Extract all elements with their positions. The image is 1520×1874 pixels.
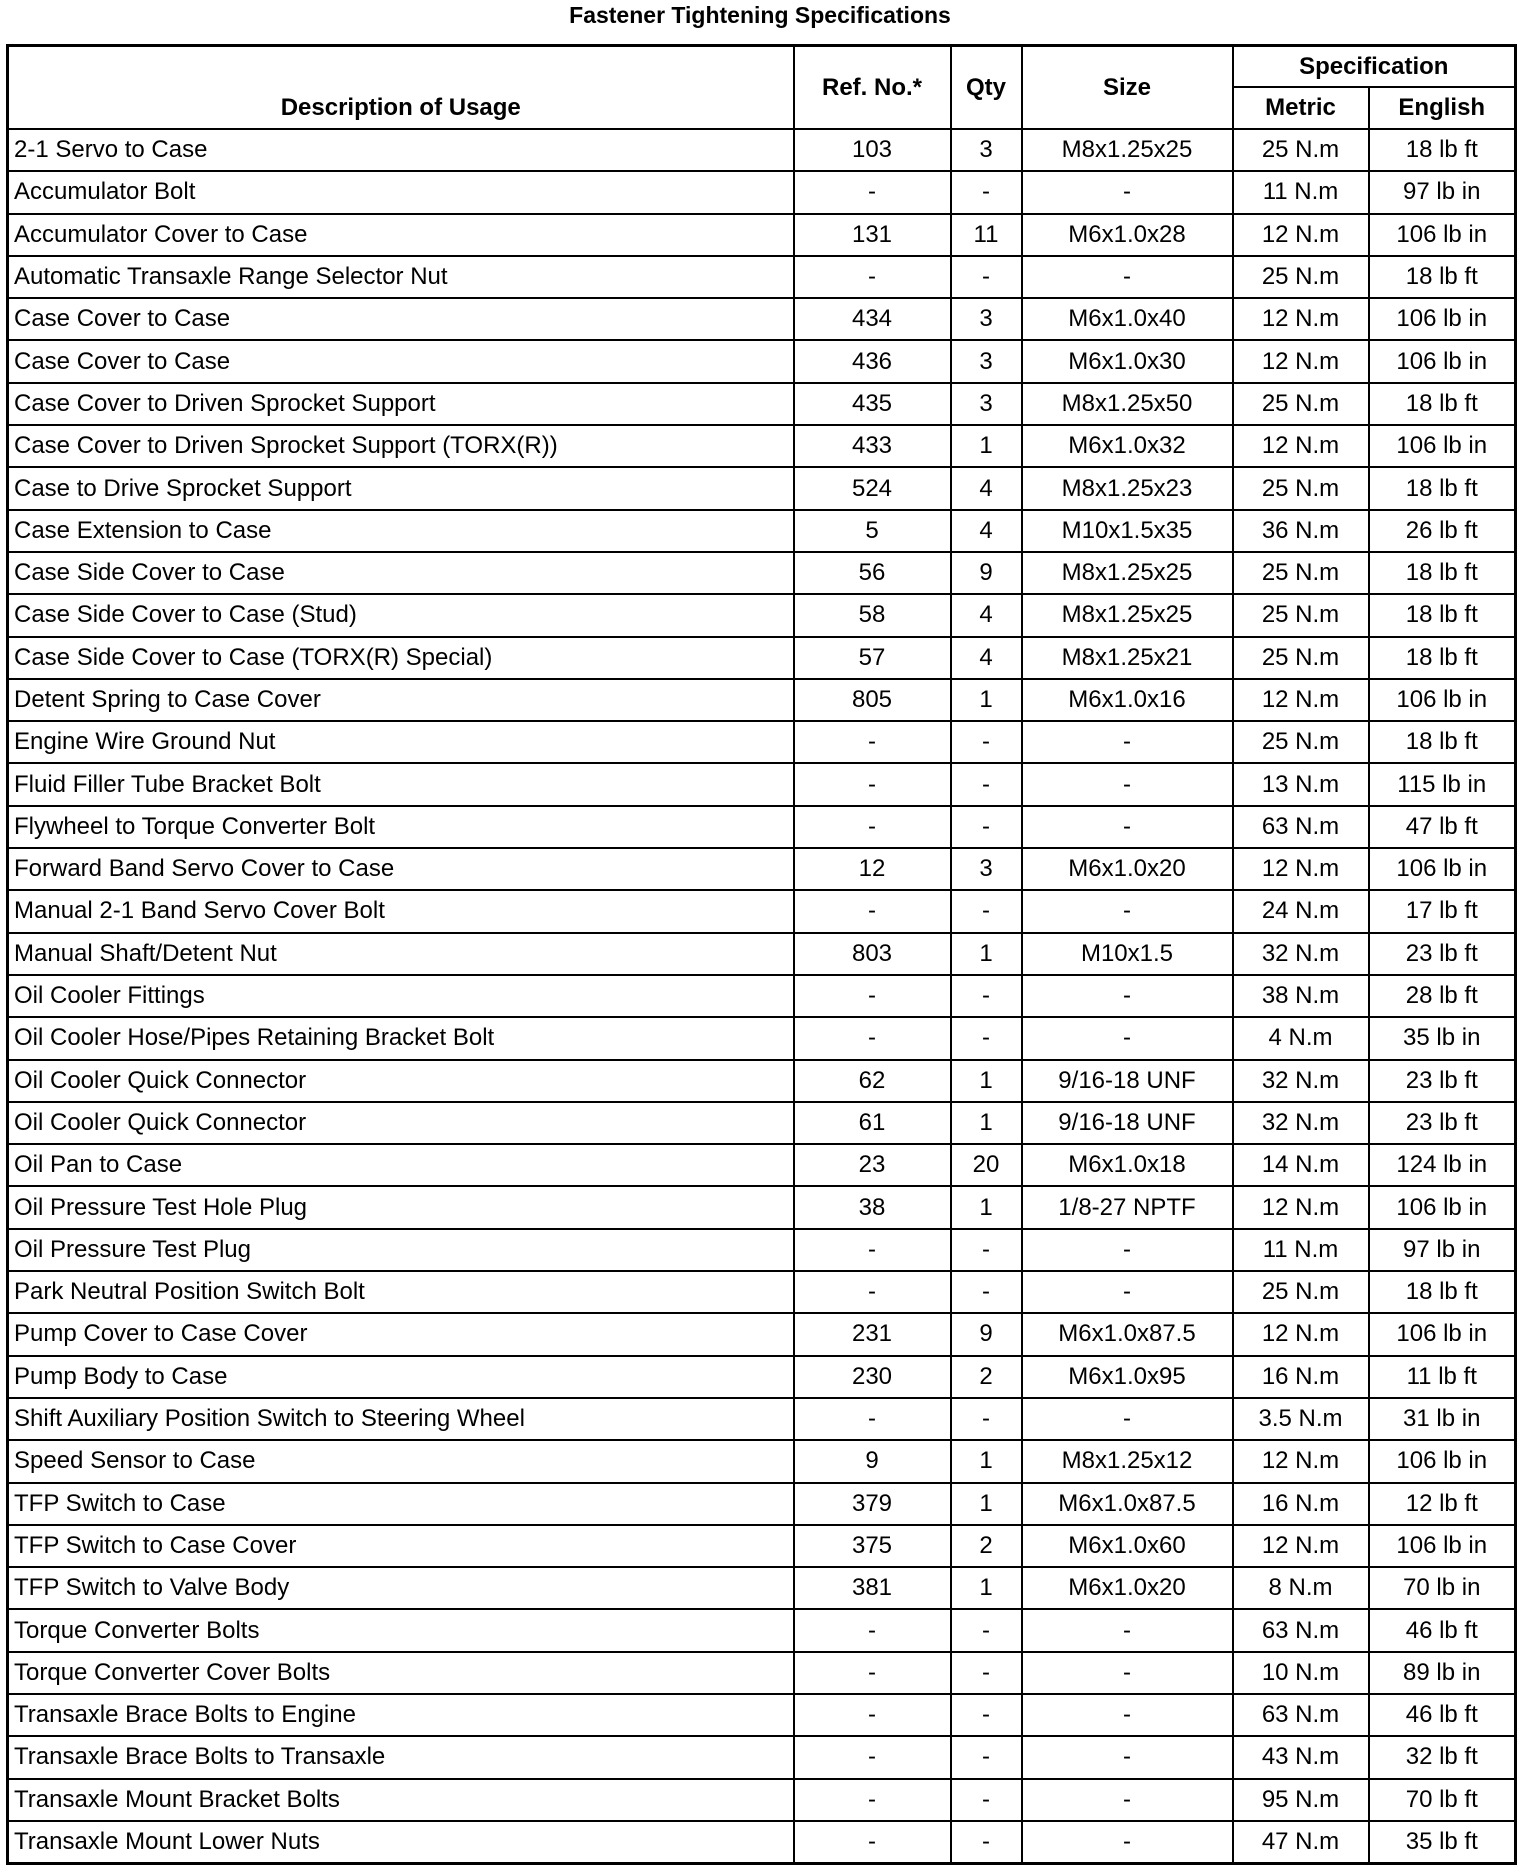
cell-metric: 25 N.m (1233, 594, 1369, 636)
cell-qty: - (951, 1694, 1022, 1736)
cell-ref-no: 131 (794, 214, 951, 256)
cell-english: 106 lb in (1369, 340, 1516, 382)
table-row (8, 1525, 1516, 1567)
cell-qty: 2 (951, 1356, 1022, 1398)
table-row (8, 806, 1516, 848)
table-row (8, 256, 1516, 298)
cell-size: - (1022, 1736, 1233, 1778)
cell-qty: - (951, 1779, 1022, 1821)
cell-qty: 3 (951, 129, 1022, 171)
table-row (8, 425, 1516, 467)
cell-description: Detent Spring to Case Cover (8, 679, 794, 721)
cell-metric: 25 N.m (1233, 467, 1369, 509)
cell-description: Manual 2-1 Band Servo Cover Bolt (8, 890, 794, 932)
cell-size: 9/16-18 UNF (1022, 1060, 1233, 1102)
table-row (8, 1229, 1516, 1271)
cell-size: - (1022, 890, 1233, 932)
cell-ref-no: - (794, 763, 951, 805)
cell-description: Torque Converter Bolts (8, 1609, 794, 1651)
table-row (8, 467, 1516, 509)
cell-english: 17 lb ft (1369, 890, 1516, 932)
cell-ref-no: - (794, 1694, 951, 1736)
cell-english: 18 lb ft (1369, 721, 1516, 763)
cell-qty: - (951, 1609, 1022, 1651)
cell-size: M6x1.0x20 (1022, 1567, 1233, 1609)
cell-description: Engine Wire Ground Nut (8, 721, 794, 763)
cell-metric: 12 N.m (1233, 1313, 1369, 1355)
cell-description: Oil Cooler Fittings (8, 975, 794, 1017)
cell-ref-no: - (794, 1398, 951, 1440)
cell-metric: 12 N.m (1233, 340, 1369, 382)
cell-ref-no: - (794, 1779, 951, 1821)
cell-ref-no: - (794, 1229, 951, 1271)
cell-description: Torque Converter Cover Bolts (8, 1652, 794, 1694)
cell-size: M6x1.0x30 (1022, 340, 1233, 382)
cell-metric: 12 N.m (1233, 214, 1369, 256)
header-ref-no: Ref. No.* (794, 46, 951, 130)
cell-qty: - (951, 1271, 1022, 1313)
cell-description: Fluid Filler Tube Bracket Bolt (8, 763, 794, 805)
cell-metric: 8 N.m (1233, 1567, 1369, 1609)
table-row (8, 1186, 1516, 1228)
cell-qty: 1 (951, 933, 1022, 975)
cell-metric: 12 N.m (1233, 1525, 1369, 1567)
cell-size: - (1022, 1821, 1233, 1864)
cell-english: 106 lb in (1369, 214, 1516, 256)
cell-ref-no: 103 (794, 129, 951, 171)
cell-ref-no: 379 (794, 1483, 951, 1525)
cell-metric: 63 N.m (1233, 1609, 1369, 1651)
cell-qty: - (951, 1821, 1022, 1864)
cell-size: - (1022, 1271, 1233, 1313)
cell-ref-no: 433 (794, 425, 951, 467)
table-row (8, 763, 1516, 805)
table-row (8, 679, 1516, 721)
cell-ref-no: - (794, 256, 951, 298)
cell-ref-no: - (794, 171, 951, 213)
cell-size: 1/8-27 NPTF (1022, 1186, 1233, 1228)
cell-metric: 25 N.m (1233, 637, 1369, 679)
table-row (8, 933, 1516, 975)
cell-description: Manual Shaft/Detent Nut (8, 933, 794, 975)
cell-english: 26 lb ft (1369, 510, 1516, 552)
cell-ref-no: 434 (794, 298, 951, 340)
cell-description: TFP Switch to Case (8, 1483, 794, 1525)
cell-english: 23 lb ft (1369, 1102, 1516, 1144)
cell-ref-no: 57 (794, 637, 951, 679)
cell-size: - (1022, 1609, 1233, 1651)
cell-english: 18 lb ft (1369, 594, 1516, 636)
cell-ref-no: 23 (794, 1144, 951, 1186)
cell-ref-no: 435 (794, 383, 951, 425)
cell-metric: 10 N.m (1233, 1652, 1369, 1694)
cell-english: 31 lb in (1369, 1398, 1516, 1440)
cell-metric: 24 N.m (1233, 890, 1369, 932)
header-specification: Specification (1233, 46, 1516, 88)
cell-english: 106 lb in (1369, 848, 1516, 890)
table-row (8, 1736, 1516, 1778)
cell-english: 106 lb in (1369, 679, 1516, 721)
cell-english: 18 lb ft (1369, 256, 1516, 298)
cell-description: Case Cover to Case (8, 340, 794, 382)
table-row (8, 848, 1516, 890)
cell-description: Case Cover to Case (8, 298, 794, 340)
table-row (8, 1821, 1516, 1864)
table-row (8, 1144, 1516, 1186)
cell-size: - (1022, 806, 1233, 848)
cell-size: 9/16-18 UNF (1022, 1102, 1233, 1144)
cell-qty: 4 (951, 637, 1022, 679)
table-body (8, 129, 1516, 1864)
cell-qty: 1 (951, 1440, 1022, 1482)
table-row (8, 594, 1516, 636)
cell-description: Flywheel to Torque Converter Bolt (8, 806, 794, 848)
cell-ref-no: - (794, 721, 951, 763)
cell-description: Transaxle Mount Lower Nuts (8, 1821, 794, 1864)
cell-english: 46 lb ft (1369, 1694, 1516, 1736)
cell-description: Transaxle Brace Bolts to Transaxle (8, 1736, 794, 1778)
cell-description: TFP Switch to Case Cover (8, 1525, 794, 1567)
cell-english: 35 lb ft (1369, 1821, 1516, 1864)
table-row (8, 1609, 1516, 1651)
table-row (8, 510, 1516, 552)
cell-metric: 14 N.m (1233, 1144, 1369, 1186)
document-title: Fastener Tightening Specifications (569, 2, 951, 28)
cell-size: M8x1.25x21 (1022, 637, 1233, 679)
cell-description: TFP Switch to Valve Body (8, 1567, 794, 1609)
cell-metric: 36 N.m (1233, 510, 1369, 552)
cell-ref-no: 12 (794, 848, 951, 890)
table-row (8, 1652, 1516, 1694)
cell-description: Case Cover to Driven Sprocket Support (8, 383, 794, 425)
cell-size: - (1022, 763, 1233, 805)
cell-size: M8x1.25x12 (1022, 1440, 1233, 1482)
cell-qty: - (951, 1398, 1022, 1440)
cell-size: - (1022, 1229, 1233, 1271)
cell-ref-no: 62 (794, 1060, 951, 1102)
cell-metric: 95 N.m (1233, 1779, 1369, 1821)
cell-qty: 9 (951, 1313, 1022, 1355)
table-row (8, 1356, 1516, 1398)
table-row (8, 171, 1516, 213)
table-row (8, 298, 1516, 340)
table-row (8, 340, 1516, 382)
table-row (8, 975, 1516, 1017)
cell-qty: - (951, 256, 1022, 298)
cell-ref-no: - (794, 1652, 951, 1694)
cell-size: M6x1.0x18 (1022, 1144, 1233, 1186)
cell-english: 35 lb in (1369, 1017, 1516, 1059)
cell-metric: 25 N.m (1233, 552, 1369, 594)
cell-size: M6x1.0x87.5 (1022, 1483, 1233, 1525)
header-qty: Qty (951, 46, 1022, 130)
table-row (8, 1694, 1516, 1736)
cell-ref-no: 436 (794, 340, 951, 382)
cell-ref-no: 9 (794, 1440, 951, 1482)
cell-description: Oil Cooler Quick Connector (8, 1060, 794, 1102)
cell-english: 18 lb ft (1369, 383, 1516, 425)
cell-size: M6x1.0x20 (1022, 848, 1233, 890)
cell-ref-no: - (794, 890, 951, 932)
cell-metric: 32 N.m (1233, 1060, 1369, 1102)
cell-qty: 4 (951, 467, 1022, 509)
cell-qty: 4 (951, 510, 1022, 552)
cell-english: 18 lb ft (1369, 129, 1516, 171)
cell-size: - (1022, 1017, 1233, 1059)
cell-size: M6x1.0x40 (1022, 298, 1233, 340)
cell-english: 47 lb ft (1369, 806, 1516, 848)
cell-english: 106 lb in (1369, 298, 1516, 340)
cell-description: Case Side Cover to Case (8, 552, 794, 594)
table-row (8, 1271, 1516, 1313)
cell-qty: 1 (951, 1060, 1022, 1102)
cell-size: M6x1.0x32 (1022, 425, 1233, 467)
cell-ref-no: 524 (794, 467, 951, 509)
cell-english: 18 lb ft (1369, 1271, 1516, 1313)
cell-qty: 20 (951, 1144, 1022, 1186)
cell-ref-no: 805 (794, 679, 951, 721)
header-english: English (1369, 87, 1516, 129)
table-row (8, 214, 1516, 256)
cell-size: M6x1.0x16 (1022, 679, 1233, 721)
cell-qty: 3 (951, 298, 1022, 340)
cell-ref-no: 231 (794, 1313, 951, 1355)
cell-description: Case to Drive Sprocket Support (8, 467, 794, 509)
cell-metric: 13 N.m (1233, 763, 1369, 805)
table-row (8, 721, 1516, 763)
cell-qty: 1 (951, 1186, 1022, 1228)
cell-english: 18 lb ft (1369, 637, 1516, 679)
cell-qty: 2 (951, 1525, 1022, 1567)
cell-metric: 11 N.m (1233, 1229, 1369, 1271)
cell-description: Automatic Transaxle Range Selector Nut (8, 256, 794, 298)
cell-ref-no: 38 (794, 1186, 951, 1228)
cell-size: - (1022, 256, 1233, 298)
cell-english: 32 lb ft (1369, 1736, 1516, 1778)
cell-ref-no: - (794, 1271, 951, 1313)
cell-english: 70 lb in (1369, 1567, 1516, 1609)
cell-description: Park Neutral Position Switch Bolt (8, 1271, 794, 1313)
cell-size: - (1022, 975, 1233, 1017)
cell-description: Pump Cover to Case Cover (8, 1313, 794, 1355)
cell-size: - (1022, 721, 1233, 763)
cell-size: M6x1.0x28 (1022, 214, 1233, 256)
header-description: Description of Usage (8, 46, 794, 130)
cell-english: 89 lb in (1369, 1652, 1516, 1694)
cell-english: 97 lb in (1369, 171, 1516, 213)
cell-metric: 25 N.m (1233, 129, 1369, 171)
table-row (8, 383, 1516, 425)
cell-size: M8x1.25x25 (1022, 129, 1233, 171)
cell-description: Shift Auxiliary Position Switch to Steering Wheel (8, 1398, 794, 1440)
cell-size: M6x1.0x87.5 (1022, 1313, 1233, 1355)
cell-english: 18 lb ft (1369, 467, 1516, 509)
table-row (8, 129, 1516, 171)
cell-size: M8x1.25x50 (1022, 383, 1233, 425)
cell-ref-no: 803 (794, 933, 951, 975)
cell-size: - (1022, 1398, 1233, 1440)
cell-ref-no: 230 (794, 1356, 951, 1398)
cell-ref-no: 375 (794, 1525, 951, 1567)
cell-english: 23 lb ft (1369, 1060, 1516, 1102)
cell-qty: - (951, 975, 1022, 1017)
cell-qty: - (951, 171, 1022, 213)
cell-description: 2-1 Servo to Case (8, 129, 794, 171)
cell-metric: 25 N.m (1233, 383, 1369, 425)
cell-qty: 3 (951, 383, 1022, 425)
cell-metric: 12 N.m (1233, 848, 1369, 890)
cell-size: - (1022, 1694, 1233, 1736)
table-row (8, 1313, 1516, 1355)
cell-ref-no: - (794, 1017, 951, 1059)
cell-metric: 38 N.m (1233, 975, 1369, 1017)
cell-qty: - (951, 1652, 1022, 1694)
cell-qty: 9 (951, 552, 1022, 594)
table-row (8, 1060, 1516, 1102)
cell-description: Transaxle Brace Bolts to Engine (8, 1694, 794, 1736)
cell-description: Oil Pressure Test Plug (8, 1229, 794, 1271)
cell-qty: - (951, 1229, 1022, 1271)
cell-english: 11 lb ft (1369, 1356, 1516, 1398)
cell-description: Oil Pressure Test Hole Plug (8, 1186, 794, 1228)
table-row (8, 1440, 1516, 1482)
cell-qty: - (951, 1736, 1022, 1778)
cell-english: 106 lb in (1369, 1440, 1516, 1482)
cell-metric: 4 N.m (1233, 1017, 1369, 1059)
cell-ref-no: 381 (794, 1567, 951, 1609)
cell-description: Oil Pan to Case (8, 1144, 794, 1186)
cell-description: Transaxle Mount Bracket Bolts (8, 1779, 794, 1821)
cell-qty: - (951, 763, 1022, 805)
cell-english: 70 lb ft (1369, 1779, 1516, 1821)
cell-ref-no: 5 (794, 510, 951, 552)
cell-metric: 32 N.m (1233, 933, 1369, 975)
cell-metric: 12 N.m (1233, 425, 1369, 467)
table-row (8, 1017, 1516, 1059)
cell-qty: 1 (951, 679, 1022, 721)
cell-metric: 16 N.m (1233, 1356, 1369, 1398)
cell-size: M10x1.5x35 (1022, 510, 1233, 552)
cell-ref-no: 61 (794, 1102, 951, 1144)
cell-size: M8x1.25x25 (1022, 594, 1233, 636)
cell-english: 18 lb ft (1369, 552, 1516, 594)
cell-ref-no: - (794, 1736, 951, 1778)
cell-description: Case Side Cover to Case (Stud) (8, 594, 794, 636)
cell-ref-no: - (794, 1821, 951, 1864)
cell-description: Accumulator Bolt (8, 171, 794, 213)
cell-qty: 1 (951, 1567, 1022, 1609)
cell-size: M6x1.0x95 (1022, 1356, 1233, 1398)
cell-english: 97 lb in (1369, 1229, 1516, 1271)
cell-qty: 4 (951, 594, 1022, 636)
cell-description: Case Extension to Case (8, 510, 794, 552)
cell-size: - (1022, 171, 1233, 213)
cell-metric: 25 N.m (1233, 256, 1369, 298)
cell-size: M8x1.25x23 (1022, 467, 1233, 509)
cell-qty: - (951, 890, 1022, 932)
cell-description: Forward Band Servo Cover to Case (8, 848, 794, 890)
cell-qty: 1 (951, 1102, 1022, 1144)
cell-qty: - (951, 721, 1022, 763)
cell-english: 106 lb in (1369, 1313, 1516, 1355)
table-row (8, 1483, 1516, 1525)
cell-english: 46 lb ft (1369, 1609, 1516, 1651)
cell-metric: 12 N.m (1233, 679, 1369, 721)
cell-size: M8x1.25x25 (1022, 552, 1233, 594)
cell-size: - (1022, 1779, 1233, 1821)
cell-size: M6x1.0x60 (1022, 1525, 1233, 1567)
cell-description: Oil Cooler Hose/Pipes Retaining Bracket Bolt (8, 1017, 794, 1059)
cell-ref-no: - (794, 806, 951, 848)
cell-english: 106 lb in (1369, 425, 1516, 467)
cell-english: 115 lb in (1369, 763, 1516, 805)
cell-ref-no: - (794, 975, 951, 1017)
cell-metric: 47 N.m (1233, 1821, 1369, 1864)
table-row (8, 890, 1516, 932)
cell-metric: 12 N.m (1233, 1440, 1369, 1482)
cell-metric: 63 N.m (1233, 806, 1369, 848)
cell-metric: 25 N.m (1233, 1271, 1369, 1313)
cell-english: 12 lb ft (1369, 1483, 1516, 1525)
cell-description: Accumulator Cover to Case (8, 214, 794, 256)
cell-qty: 11 (951, 214, 1022, 256)
cell-qty: 3 (951, 848, 1022, 890)
cell-size: M10x1.5 (1022, 933, 1233, 975)
cell-metric: 32 N.m (1233, 1102, 1369, 1144)
cell-description: Speed Sensor to Case (8, 1440, 794, 1482)
cell-english: 106 lb in (1369, 1525, 1516, 1567)
cell-metric: 43 N.m (1233, 1736, 1369, 1778)
cell-qty: - (951, 806, 1022, 848)
table-row (8, 1398, 1516, 1440)
table-row (8, 1567, 1516, 1609)
table-row (8, 637, 1516, 679)
cell-qty: 1 (951, 1483, 1022, 1525)
cell-metric: 12 N.m (1233, 1186, 1369, 1228)
cell-english: 23 lb ft (1369, 933, 1516, 975)
cell-metric: 25 N.m (1233, 721, 1369, 763)
cell-description: Case Side Cover to Case (TORX(R) Special) (8, 637, 794, 679)
cell-english: 28 lb ft (1369, 975, 1516, 1017)
cell-metric: 16 N.m (1233, 1483, 1369, 1525)
cell-english: 106 lb in (1369, 1186, 1516, 1228)
header-metric: Metric (1233, 87, 1369, 129)
cell-ref-no: 56 (794, 552, 951, 594)
fastener-spec-table (6, 44, 1517, 1865)
cell-size: - (1022, 1652, 1233, 1694)
table-row (8, 1102, 1516, 1144)
cell-metric: 11 N.m (1233, 171, 1369, 213)
table-row (8, 552, 1516, 594)
cell-metric: 63 N.m (1233, 1694, 1369, 1736)
header-size: Size (1022, 46, 1233, 130)
cell-description: Case Cover to Driven Sprocket Support (TORX(R)) (8, 425, 794, 467)
cell-qty: - (951, 1017, 1022, 1059)
cell-qty: 3 (951, 340, 1022, 382)
cell-metric: 3.5 N.m (1233, 1398, 1369, 1440)
cell-qty: 1 (951, 425, 1022, 467)
cell-description: Pump Body to Case (8, 1356, 794, 1398)
header-row (8, 46, 1516, 88)
table-row (8, 1779, 1516, 1821)
cell-english: 124 lb in (1369, 1144, 1516, 1186)
cell-ref-no: - (794, 1609, 951, 1651)
cell-metric: 12 N.m (1233, 298, 1369, 340)
cell-ref-no: 58 (794, 594, 951, 636)
cell-description: Oil Cooler Quick Connector (8, 1102, 794, 1144)
